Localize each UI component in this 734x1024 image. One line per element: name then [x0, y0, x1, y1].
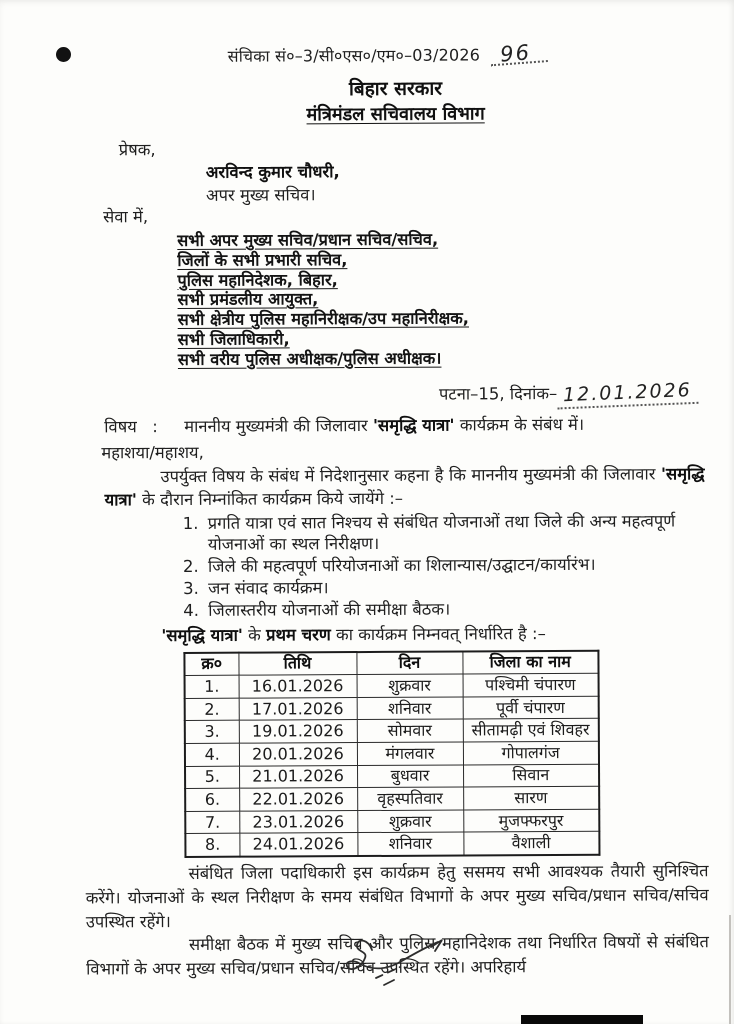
file-number-line	[80, 42, 694, 67]
subject-label: विषय	[104, 416, 137, 436]
schedule-intro-highlight-2: प्रथम चरण	[266, 624, 331, 645]
schedule-col-header: दिन	[356, 651, 462, 675]
sender-designation: अपर मुख्य सचिव।	[205, 185, 316, 205]
schedule-cell: सारण	[463, 786, 599, 809]
schedule-row	[185, 764, 599, 789]
opening-paragraph-post: के दौरान निम्नांकित कार्यक्रम किये जायेंगे :–	[136, 488, 404, 509]
schedule-row	[185, 696, 599, 721]
program-item: प्रगति यात्रा एवं सात निश्चय से संबंधित योजनाओं तथा जिले की अन्य महत्वपूर्ण योजनाओं का स्थल निरीक्षण।	[207, 510, 676, 554]
signature-scribble-icon	[330, 930, 480, 1000]
schedule-intro	[161, 622, 734, 647]
program-item: जन संवाद कार्यक्रम।	[208, 577, 329, 598]
addressee-list	[177, 228, 734, 369]
schedule-cell: गोपालगंज	[463, 741, 599, 764]
opening-paragraph-pre: उपर्युक्त विषय के संबंध में निदेशानुसार कहना है कि माननीय मुख्यमंत्री की जिलावार	[160, 464, 662, 486]
schedule-cell: शुक्रवार	[357, 674, 463, 697]
addressee-line: सभी वरीय पुलिस अधीक्षक/पुलिस अधीक्षक।	[177, 348, 442, 369]
schedule-row	[185, 673, 599, 698]
schedule-cell: 20.01.2026	[239, 743, 357, 766]
schedule-col-header: क्र०	[184, 652, 238, 675]
schedule-col-header: जिला का नाम	[462, 650, 598, 674]
program-item: जिले की महत्वपूर्ण परियोजनाओं का शिलान्यास/उद्घाटन/कार्यारंभ।	[207, 554, 596, 576]
schedule-cell: 16.01.2026	[239, 675, 357, 698]
schedule-cell: 23.01.2026	[239, 810, 357, 833]
schedule-row	[185, 741, 599, 766]
opening-paragraph-highlight: 'समृद्धि यात्रा'	[104, 463, 705, 509]
department-title: मंत्रिमंडल सचिवालय विभाग	[306, 103, 485, 126]
handwritten-file-number: 96	[489, 42, 547, 66]
schedule-intro-tail: का कार्यक्रम निम्नवत् निर्धारित है :–	[330, 623, 546, 644]
schedule-cell: सोमवार	[357, 719, 463, 742]
subject-text-pre: माननीय मुख्यमंत्री की जिलावार	[184, 415, 374, 436]
handwritten-date: 12.01.2026	[557, 378, 699, 409]
closing-paragraph-2: समीक्षा बैठक में मुख्य सचिव और पुलिस महानिदेशक तथा निर्धारित विषयों से संबंधित विभागों के अपर मुख्य सचिव/प्रधान सचिव/सचिव उपस्थित रहेंगे। अपरिहार्य	[86, 932, 709, 979]
schedule-cell: मंगलवार	[357, 742, 463, 765]
subject-row	[104, 413, 702, 438]
subject-colon: :	[152, 416, 158, 436]
schedule-row	[185, 719, 599, 744]
schedule-table	[183, 649, 600, 858]
schedule-col-header: तिथि	[238, 652, 356, 676]
schedule-cell: 21.01.2026	[239, 765, 357, 788]
subject-highlight: 'समृद्धि यात्रा'	[372, 415, 455, 435]
schedule-cell: मुजफ्फरपुर	[463, 809, 599, 832]
schedule-cell: वृहस्पतिवार	[357, 787, 463, 810]
schedule-cell: 19.01.2026	[239, 720, 357, 743]
schedule-cell: शनिवार	[357, 832, 463, 856]
schedule-cell: पश्चिमी चंपारण	[463, 673, 599, 696]
program-list	[183, 510, 702, 621]
schedule-row	[185, 809, 599, 834]
opening-paragraph	[104, 462, 704, 511]
schedule-cell: 7.	[185, 811, 239, 834]
sender-label: प्रेषक,	[118, 140, 156, 160]
place-date-text: पटना–15, दिनांक–	[438, 383, 558, 404]
schedule-cell: 4.	[185, 743, 239, 766]
schedule-cell: 17.01.2026	[239, 697, 357, 720]
government-title: बिहार सरकार	[348, 77, 443, 101]
schedule-row	[185, 786, 599, 811]
schedule-cell: शुक्रवार	[357, 810, 463, 833]
schedule-cell: 5.	[185, 766, 239, 789]
salutation: महाशया/महाशय,	[101, 442, 204, 462]
addressee-line: पुलिस महानिदेशक, बिहार,	[177, 269, 338, 290]
schedule-cell: 6.	[185, 788, 239, 811]
schedule-header-row	[184, 650, 598, 675]
schedule-cell: सीतामढ़ी एवं शिवहर	[463, 719, 599, 742]
program-item: जिलास्तरीय योजनाओं की समीक्षा बैठक।	[208, 599, 451, 620]
schedule-intro-highlight-1: 'समृद्धि यात्रा'	[161, 625, 243, 645]
sender-name: अरविन्द कुमार चौधरी,	[205, 162, 340, 182]
schedule-cell: 3.	[185, 721, 239, 744]
subject-text-post: कार्यक्रम के संबंध में।	[454, 414, 585, 435]
schedule-cell: 1.	[185, 675, 239, 698]
schedule-cell: बुधवार	[357, 765, 463, 788]
closing-paragraph-1: संबंधित जिला पदाधिकारी इस कार्यक्रम हेतु ससमय सभी आवश्यक तैयारी सुनिश्चित करेंगे। योजनाओं के स्थल निरीक्षण के समय संबंधित विभागों के अपर मुख्य सचिव/प्रधान सचिव/सचिव उपस्थित रहेंगे।	[85, 861, 709, 932]
place-date-line	[2, 380, 698, 410]
file-number-text: संचिका सं०–3/सी०एस०/एम०–03/2026	[227, 45, 481, 66]
schedule-row	[185, 832, 599, 857]
schedule-cell: पूर्वी चंपारण	[463, 696, 599, 719]
scan-page-edge	[729, 915, 731, 1024]
redaction-bar	[521, 1015, 643, 1024]
schedule-cell: 22.01.2026	[239, 788, 357, 811]
addressee-line: सभी जिलाधिकारी,	[177, 329, 290, 349]
addressee-line: जिलों के सभी प्रभारी सचिव,	[177, 249, 348, 270]
schedule-intro-mid: के	[242, 625, 267, 645]
addressee-line: सभी क्षेत्रीय पुलिस महानिरीक्षक/उप महानिरीक्षक,	[177, 308, 470, 330]
schedule-cell: सिवान	[463, 764, 599, 787]
addressee-line: सभी अपर मुख्य सचिव/प्रधान सचिव/सचिव,	[177, 229, 439, 250]
schedule-cell: वैशाली	[463, 832, 599, 856]
subject-text	[184, 413, 702, 438]
recipient-label: सेवा में,	[103, 207, 149, 227]
schedule-cell: 24.01.2026	[239, 833, 357, 857]
schedule-cell: 8.	[185, 834, 239, 857]
schedule-cell: 2.	[185, 698, 239, 721]
addressee-line: सभी प्रमंडलीय आयुक्त,	[177, 289, 319, 310]
schedule-cell: शनिवार	[357, 697, 463, 720]
